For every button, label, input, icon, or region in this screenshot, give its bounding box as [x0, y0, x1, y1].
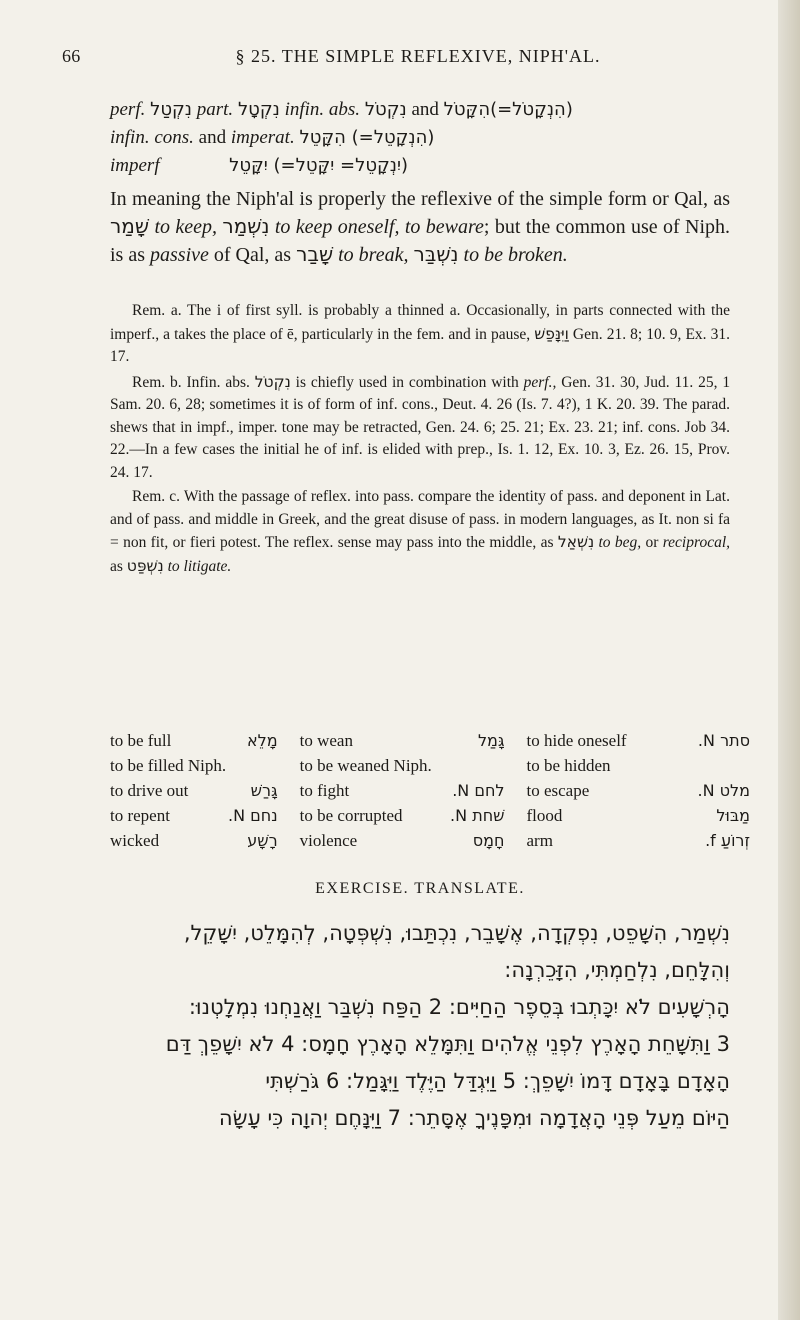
vocab-column-1 [110, 728, 278, 853]
remark-c-text: With the passage of reflex. into pass. compare the identity of pass. and deponent in Lat. and of pass. and middle in Greek, and the great disuse of pass. in modern languages, as It. non si fa = non fit, or fieri potest. The reflex. sense may pass into the middle, as [110, 488, 730, 551]
remark-c-hebrew-2: נִשְׁפַּט [126, 556, 164, 575]
hebrew-nishmar: נִשְׁמַר [222, 214, 270, 238]
exercise-line: וְהִלָּחֵם, נִלְחַמְתִּי, הִזָּכֵרְנָה: [504, 958, 730, 982]
and-text: and [411, 99, 439, 120]
exercise-text [110, 915, 730, 1137]
vocab-item [527, 728, 751, 753]
part-form: נִקְטָל [237, 99, 280, 120]
vocab-item [110, 753, 278, 778]
vocab-item [110, 828, 278, 853]
exercise-line: 3 וַתִּשָּׁחֵת הָאָרֶץ לִפְנֵי אֱלֹהִים וַתִּמָּלֵא הָאָרֶץ חָמָס: 4 לֹא יִשָּׁפֵךְ דַּם [165, 1032, 730, 1056]
vocab-hebrew: שׁחת N. [450, 806, 505, 825]
vocab-column-2 [300, 728, 505, 853]
intro-text-1: In meaning the Niph'al is properly the reflexive of the simple form or Qal, as [110, 188, 730, 210]
intro-text-2: ; but the common use of Niph. is as [110, 216, 731, 266]
vocab-item [527, 828, 751, 853]
remark-a-label: Rem. a. [132, 302, 182, 319]
vocab-item [110, 778, 278, 803]
page-header [62, 46, 714, 76]
hebrew-nishbar: נִשְׁבַּר [413, 242, 459, 266]
remark-b-label: Rem. b. [132, 373, 182, 391]
intro-paragraph [110, 186, 730, 269]
gloss-keep: to keep, [154, 216, 218, 238]
vocab-english: to escape [526, 781, 590, 800]
vocab-english: to hide oneself [526, 731, 627, 750]
infin-abs-form: נִקְטֹל [364, 99, 407, 120]
exercise-line: הָרְשָׁעִים לֹא יִכָּתְבוּ בְּסֵפֶר הַחַיִּים: 2 הַפַּח נִשְׁבַּר וַאֲנַחְנוּ נִמְלָטְנוּ: [188, 995, 730, 1019]
remark-c [110, 486, 730, 578]
remark-a-hebrew: וַיִּנָּפַשׁ [534, 324, 569, 343]
vocab-english: to wean [299, 731, 353, 750]
gloss-break: to break, [338, 244, 409, 266]
hebrew-shamar: שָׁמַר [110, 214, 150, 238]
imperf-form: (יִנְקָטֵל= יִקָּטֵל=) יִקָּטֵל [229, 155, 409, 176]
remark-a-refs: Gen. 21. 8; 10. 9, Ex. 31. 17. [110, 325, 731, 365]
vocab-hebrew: גָּרַשׁ [250, 781, 278, 800]
infin-abs-label: infin. abs. [284, 99, 361, 120]
remark-b-hebrew: נִקְטֹל [254, 372, 291, 391]
remark-c-gloss-1: to beg, [598, 534, 642, 551]
vocab-english: to fight [299, 781, 350, 800]
intro-text-3: of Qal, as [213, 244, 292, 266]
vocab-english: to be full [110, 731, 172, 750]
vocab-column-3 [527, 728, 751, 853]
vocab-hebrew: זְרוֹעַ f. [705, 831, 750, 850]
infin-cons-label: infin. cons. [110, 127, 194, 148]
remark-b-text-3: Gen. 31. 30, Jud. 11. 25, 1 Sam. 20. 6, 28; sometimes it is of form of inf. cons., Deut. 4. 26 (Is. 7. 4?), 1 K. 20. 39. The parad. shews that in impf., imper. tone may be retracted, Gen. 24. 6; 25. 21; Ex. 23. 21; inf. cons. Job 34. 22.—In a few cases the initial he of inf. is elided with prep., Is. 1. 12, Ex. 10. 3, Ez. 26. 15, Prov. 24. 17. [110, 373, 731, 481]
vocab-hebrew: לחם N. [452, 781, 505, 800]
remark-c-label: Rem. c. [132, 488, 181, 505]
remark-a [110, 300, 730, 369]
remark-a-text: The i of first syll. is probably a thinned a. Occasionally, in parts connected with the imperf., a takes the place of ē, particularly in the fem. and in pause, [110, 302, 730, 343]
remark-c-gloss-2: to litigate. [167, 557, 232, 575]
vocabulary-table [110, 728, 750, 853]
and-text-2: and [198, 127, 227, 148]
paradigm-forms [110, 96, 730, 180]
vocab-english: flood [526, 806, 563, 825]
exercise-line: נִשְׁמַר, הִשָּׁפֵט, נִפְקְדָה, אֶשָּׁבֵר, נִכְתַּבוּ, נִשְׁפְּטָה, לְהִמָּלֵט, יִשָּׁקֵל, [183, 921, 730, 945]
vocab-item [110, 803, 278, 828]
remark-c-hebrew-1: נִשְׁאַל [557, 533, 595, 551]
remark-b-text-1: Infin. abs. [186, 373, 250, 391]
gloss-keep-oneself: to keep oneself, to beware [274, 216, 484, 238]
vocab-english: to be filled Niph. [110, 756, 227, 775]
vocab-english: to be corrupted [299, 806, 403, 825]
vocab-item [527, 778, 751, 803]
paradigm-row-imperf [110, 152, 730, 180]
exercise-line: הָאָדָם בָּאָדָם דָּמוֹ יִשָּׁפֵךְ: 5 וַיִּגְדַּל הַיֶּלֶד וַיִּגָּמַל: 6 גֹּרַשְׁתִּי [265, 1069, 730, 1093]
vocab-hebrew: חָמָס [472, 831, 505, 850]
remark-b-perf: perf., [523, 373, 557, 391]
vocab-hebrew: גָּמַל [477, 731, 505, 750]
remark-c-as: as [110, 557, 123, 575]
vocab-english: to be hidden [526, 756, 611, 775]
perf-form: נִקְטַל [150, 99, 192, 120]
passive-word: passive [150, 244, 209, 266]
infin-abs-alt-form: (הִנְקָטֹל=)הִקָּטֹל [443, 99, 573, 120]
remark-c-or: or [645, 534, 659, 551]
vocab-english: to drive out [110, 781, 189, 800]
vocab-hebrew: מָלֵא [246, 731, 278, 750]
remark-c-reciprocal: reciprocal, [662, 534, 731, 551]
vocab-english: to repent [110, 806, 170, 825]
vocab-item [300, 828, 505, 853]
page-edge [778, 0, 800, 1320]
imperf-label: imperf [110, 155, 160, 176]
page-number: 66 [62, 46, 81, 66]
vocab-english: to be weaned Niph. [299, 756, 432, 775]
exercise-title: EXERCISE. TRANSLATE. [315, 880, 525, 897]
vocab-english: arm [526, 831, 553, 850]
vocab-item [527, 803, 751, 828]
vocab-hebrew: מלט N. [697, 781, 750, 800]
vocab-item [300, 803, 505, 828]
section-title: § 25. THE SIMPLE REFLEXIVE, NIPH'AL. [235, 46, 601, 66]
part-label: part. [196, 99, 234, 120]
vocab-english: violence [299, 831, 358, 850]
gloss-broken: to be broken. [463, 244, 568, 266]
vocab-hebrew: מַבּוּל [716, 806, 750, 825]
paradigm-row-perf [110, 96, 730, 124]
vocab-item [527, 753, 751, 778]
exercise-line: הַיּוֹם מֵעַל פְּנֵי הָאֲדָמָה וּמִפָּנֶיךָ אֶסָּתֵר: 7 וַיִּנָּחֶם יְהוָה כִּי עָשָׂה [218, 1106, 730, 1130]
imperat-label: imperat. [230, 127, 295, 148]
remark-b-text-2: is chiefly used in combination with [295, 373, 519, 391]
perf-label: perf. [110, 99, 146, 120]
remark-b [110, 371, 730, 485]
vocab-hebrew: סתר N. [697, 731, 750, 750]
vocab-item [300, 753, 505, 778]
vocab-item [110, 728, 278, 753]
paradigm-row-infin-cons [110, 124, 730, 152]
vocab-hebrew: רָשָׁע [247, 831, 278, 850]
hebrew-shabar: שָׁבַר [296, 242, 334, 266]
vocab-item [300, 728, 505, 753]
vocab-english: wicked [110, 831, 160, 850]
remarks-section [110, 300, 730, 580]
infin-cons-form: (הִנְקָטֵל=) הִקָּטֵל [299, 127, 435, 148]
vocab-hebrew: נחם N. [228, 806, 278, 825]
vocab-item [300, 778, 505, 803]
